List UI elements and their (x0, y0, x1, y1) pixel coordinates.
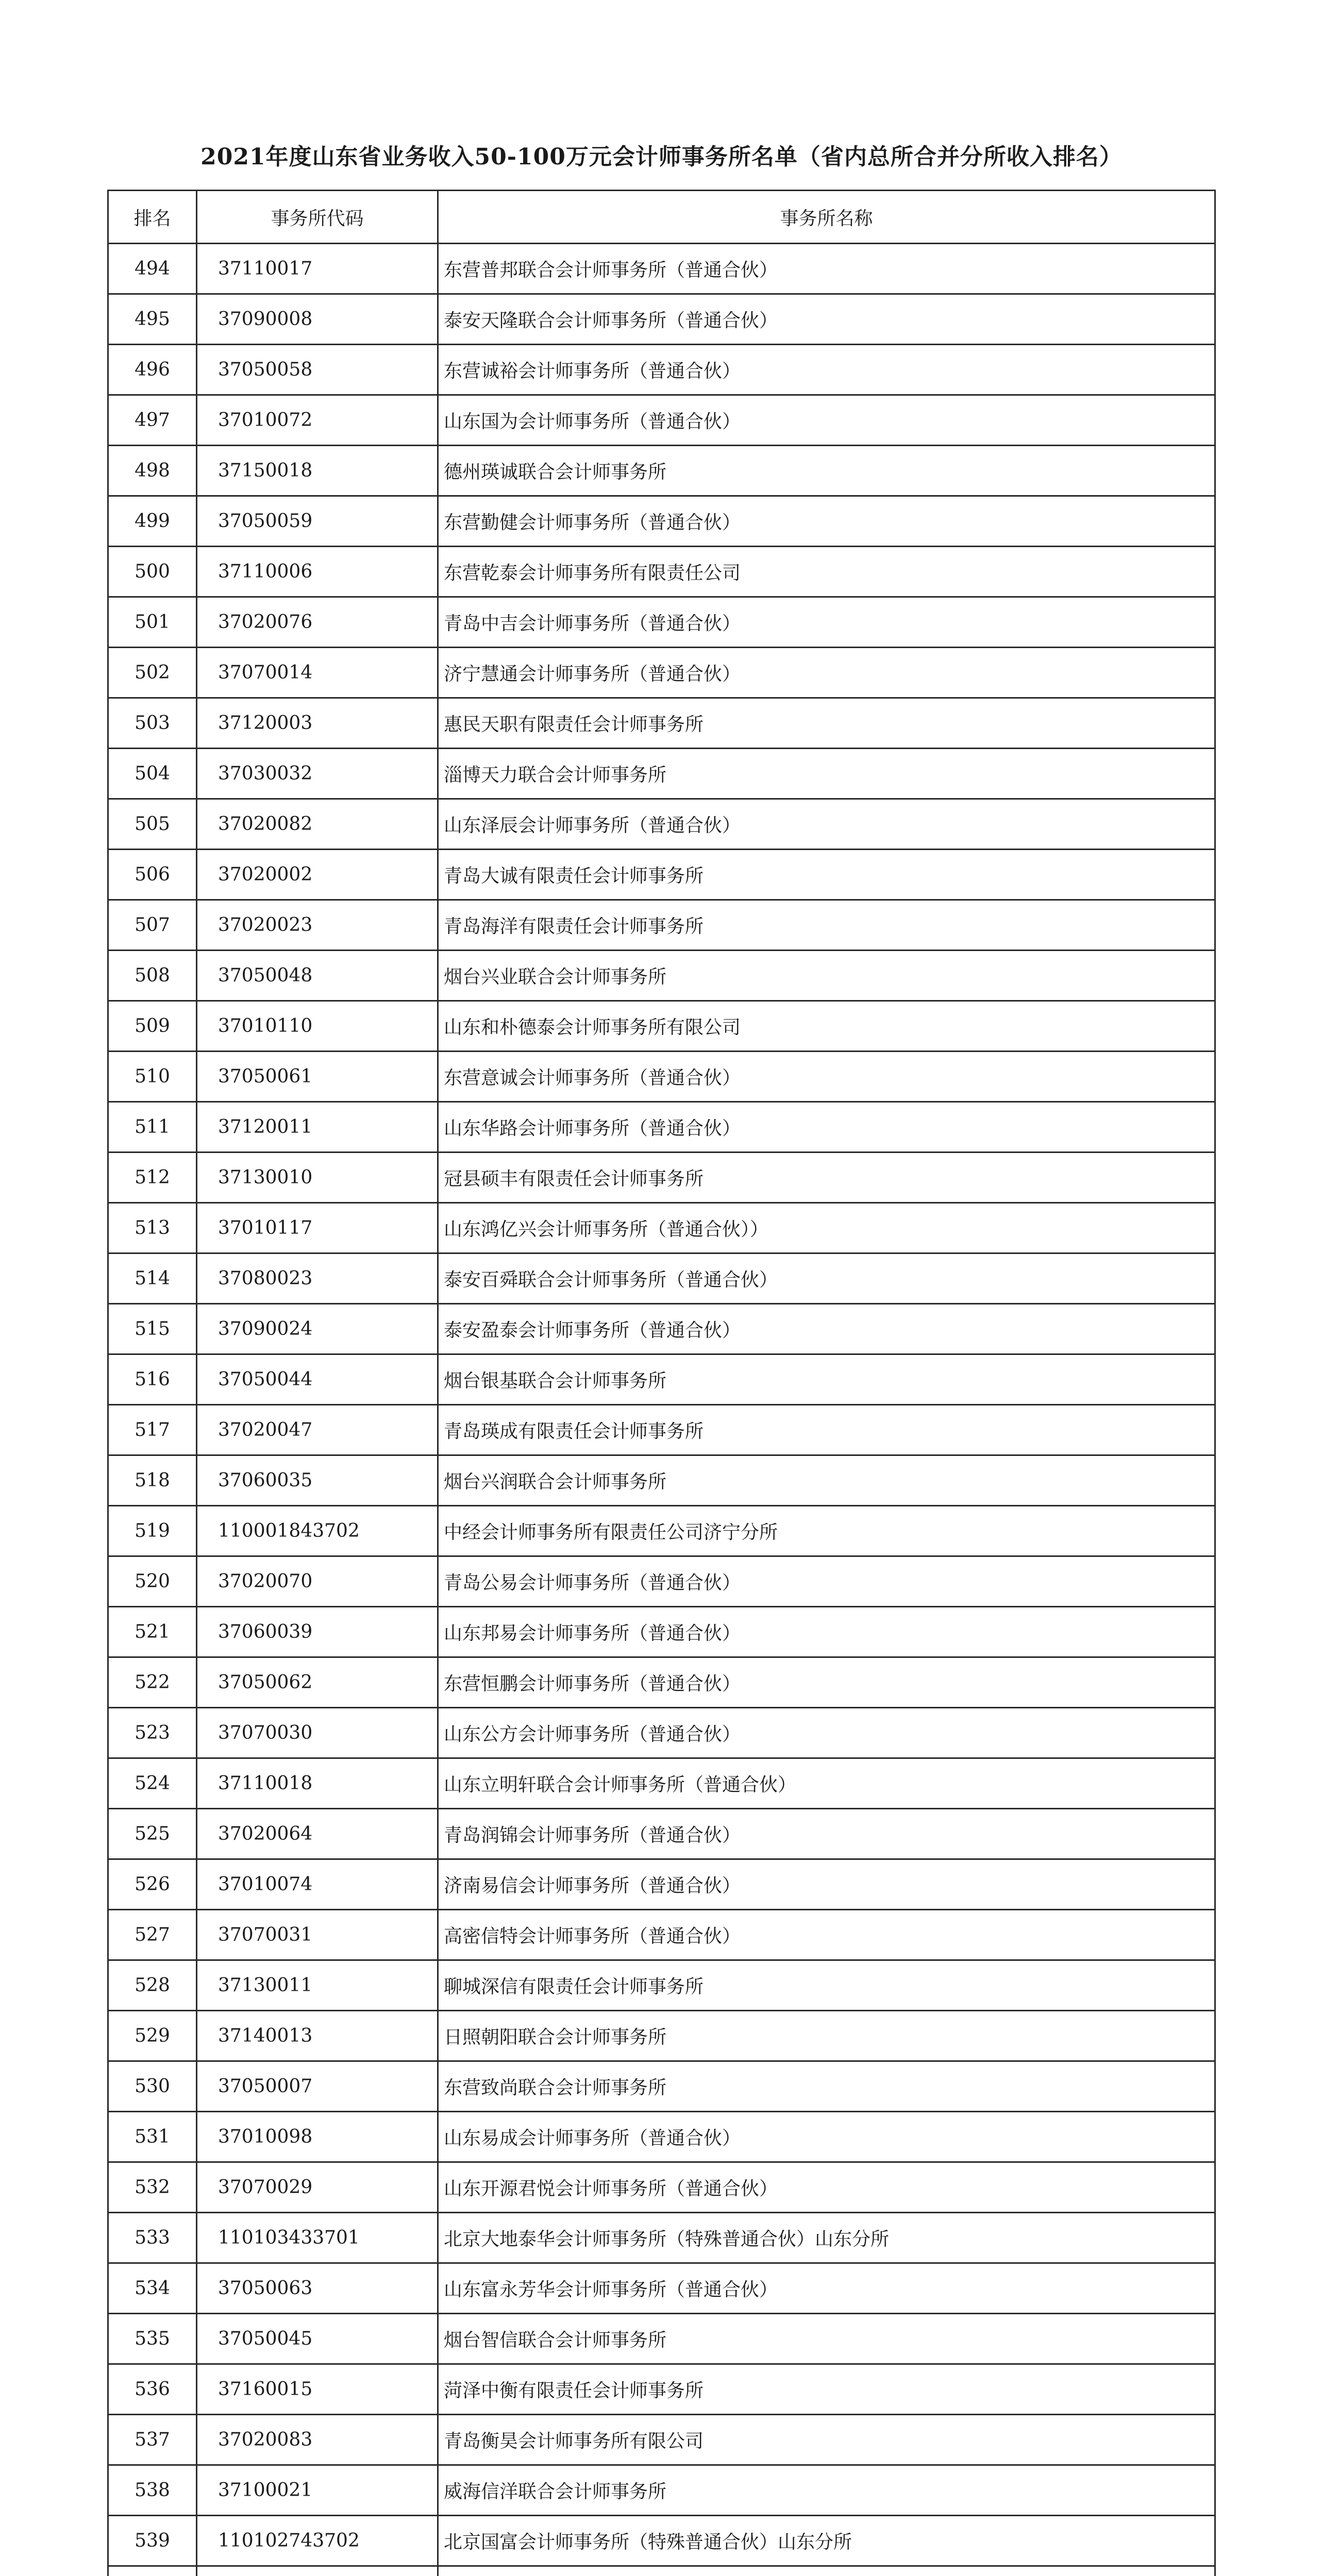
name-cell: 青岛瑛成有限责任会计师事务所 (438, 1405, 1215, 1455)
rank-cell: 524 (108, 1758, 197, 1809)
code-cell: 37070031 (197, 1910, 438, 1960)
name-cell: 烟台兴润联合会计师事务所 (438, 1455, 1215, 1506)
rank-cell: 518 (108, 1455, 197, 1506)
rank-cell: 525 (108, 1809, 197, 1859)
name-cell: 北京大地泰华会计师事务所（特殊普通合伙）山东分所 (438, 2213, 1215, 2263)
name-cell: 冠县硕丰有限责任会计师事务所 (438, 1153, 1215, 1203)
code-cell: 37160015 (197, 2364, 438, 2415)
code-cell (197, 2566, 438, 2576)
table-row (108, 2061, 1215, 2112)
header-name: 事务所名称 (438, 191, 1215, 244)
code-cell: 37020076 (197, 597, 438, 648)
name-cell: 菏泽中衡有限责任会计师事务所 (438, 2364, 1215, 2415)
rank-cell (108, 2566, 197, 2576)
code-cell: 37050063 (197, 2263, 438, 2314)
rank-cell: 512 (108, 1153, 197, 1203)
name-cell: 惠民天职有限责任会计师事务所 (438, 698, 1215, 749)
rank-cell: 538 (108, 2465, 197, 2516)
name-cell: 烟台智信联合会计师事务所 (438, 2314, 1215, 2364)
code-cell: 37020070 (197, 1556, 438, 1607)
code-cell: 37010072 (197, 395, 438, 446)
table-row (108, 1556, 1215, 1607)
rank-cell: 508 (108, 951, 197, 1001)
rank-cell: 495 (108, 294, 197, 345)
code-cell: 37150018 (197, 446, 438, 496)
rank-cell: 519 (108, 1506, 197, 1556)
name-cell: 青岛衡昊会计师事务所有限公司 (438, 2415, 1215, 2465)
code-cell: 110001843702 (197, 1506, 438, 1556)
code-cell: 37010110 (197, 1001, 438, 1052)
rank-cell: 496 (108, 345, 197, 395)
rank-cell: 534 (108, 2263, 197, 2314)
code-cell: 37120011 (197, 1102, 438, 1153)
code-cell: 37050061 (197, 1052, 438, 1102)
table-row (108, 496, 1215, 547)
rank-cell: 533 (108, 2213, 197, 2263)
name-cell: 高密信特会计师事务所（普通合伙） (438, 1910, 1215, 1960)
name-cell: 泰安盈泰会计师事务所（普通合伙） (438, 1304, 1215, 1354)
code-cell: 37070030 (197, 1708, 438, 1758)
table-row (108, 547, 1215, 597)
name-cell (438, 2566, 1215, 2576)
table-row (108, 597, 1215, 648)
rank-cell: 527 (108, 1910, 197, 1960)
name-cell: 山东邦易会计师事务所（普通合伙） (438, 1607, 1215, 1657)
name-cell: 聊城深信有限责任会计师事务所 (438, 1960, 1215, 2011)
rank-cell: 514 (108, 1253, 197, 1304)
name-cell: 中经会计师事务所有限责任公司济宁分所 (438, 1506, 1215, 1556)
code-cell: 37020082 (197, 799, 438, 850)
name-cell: 东营意诚会计师事务所（普通合伙） (438, 1052, 1215, 1102)
rank-cell: 513 (108, 1203, 197, 1253)
name-cell: 山东富永芳华会计师事务所（普通合伙） (438, 2263, 1215, 2314)
name-cell: 泰安百舜联合会计师事务所（普通合伙） (438, 1253, 1215, 1304)
code-cell: 37090008 (197, 294, 438, 345)
rank-cell: 521 (108, 1607, 197, 1657)
rank-cell: 501 (108, 597, 197, 648)
name-cell: 山东泽辰会计师事务所（普通合伙） (438, 799, 1215, 850)
table-row (108, 1758, 1215, 1809)
name-cell: 山东易成会计师事务所（普通合伙） (438, 2112, 1215, 2162)
code-cell: 37050059 (197, 496, 438, 547)
table-row (108, 2162, 1215, 2213)
code-cell: 37050044 (197, 1354, 438, 1405)
name-cell: 泰安天隆联合会计师事务所（普通合伙） (438, 294, 1215, 345)
code-cell: 37140013 (197, 2011, 438, 2061)
table-row (108, 2314, 1215, 2364)
rank-cell: 494 (108, 244, 197, 294)
name-cell: 东营诚裕会计师事务所（普通合伙） (438, 345, 1215, 395)
table-row (108, 951, 1215, 1001)
table-row (108, 1809, 1215, 1859)
name-cell: 山东和朴德泰会计师事务所有限公司 (438, 1001, 1215, 1052)
name-cell: 威海信洋联合会计师事务所 (438, 2465, 1215, 2516)
table-row (108, 1253, 1215, 1304)
code-cell: 37090024 (197, 1304, 438, 1354)
table-row (108, 1506, 1215, 1556)
rank-cell: 507 (108, 900, 197, 951)
name-cell: 淄博天力联合会计师事务所 (438, 749, 1215, 799)
table-row (108, 2263, 1215, 2314)
table-row (108, 2415, 1215, 2465)
table-row (108, 2516, 1215, 2566)
name-cell: 东营普邦联合会计师事务所（普通合伙） (438, 244, 1215, 294)
rank-cell: 515 (108, 1304, 197, 1354)
table-row (108, 1001, 1215, 1052)
rank-cell: 523 (108, 1708, 197, 1758)
code-cell: 37050007 (197, 2061, 438, 2112)
code-cell: 37010074 (197, 1859, 438, 1910)
rank-cell: 506 (108, 850, 197, 900)
table-body (108, 244, 1215, 2576)
code-cell: 37130011 (197, 1960, 438, 2011)
code-cell: 37070014 (197, 648, 438, 698)
table-row (108, 1153, 1215, 1203)
table-row (108, 395, 1215, 446)
code-cell: 37110018 (197, 1758, 438, 1809)
table-row (108, 1052, 1215, 1102)
table-row (108, 698, 1215, 749)
name-cell: 青岛大诚有限责任会计师事务所 (438, 850, 1215, 900)
name-cell: 青岛中吉会计师事务所（普通合伙） (438, 597, 1215, 648)
table-row (108, 1203, 1215, 1253)
rank-cell: 535 (108, 2314, 197, 2364)
code-cell: 37010098 (197, 2112, 438, 2162)
rank-cell: 539 (108, 2516, 197, 2566)
table-row (108, 244, 1215, 294)
table-row (108, 1405, 1215, 1455)
code-cell: 37060035 (197, 1455, 438, 1506)
name-cell: 山东国为会计师事务所（普通合伙） (438, 395, 1215, 446)
name-cell: 山东立明轩联合会计师事务所（普通合伙） (438, 1758, 1215, 1809)
name-cell: 东营乾泰会计师事务所有限责任公司 (438, 547, 1215, 597)
code-cell: 37020002 (197, 850, 438, 900)
name-cell: 济宁慧通会计师事务所（普通合伙） (438, 648, 1215, 698)
code-cell: 37020083 (197, 2415, 438, 2465)
rank-cell: 530 (108, 2061, 197, 2112)
table-row (108, 1910, 1215, 1960)
rank-cell: 510 (108, 1052, 197, 1102)
table-row (108, 2213, 1215, 2263)
rank-cell: 499 (108, 496, 197, 547)
rank-cell: 509 (108, 1001, 197, 1052)
name-cell: 青岛海洋有限责任会计师事务所 (438, 900, 1215, 951)
code-cell: 37050058 (197, 345, 438, 395)
name-cell: 济南易信会计师事务所（普通合伙） (438, 1859, 1215, 1910)
rank-cell: 520 (108, 1556, 197, 1607)
table-row (108, 1304, 1215, 1354)
name-cell: 山东开源君悦会计师事务所（普通合伙） (438, 2162, 1215, 2213)
rank-cell: 522 (108, 1657, 197, 1708)
name-cell: 烟台兴业联合会计师事务所 (438, 951, 1215, 1001)
table-row (108, 1455, 1215, 1506)
table-row (108, 1657, 1215, 1708)
table-row (108, 749, 1215, 799)
rank-cell: 537 (108, 2415, 197, 2465)
name-cell: 德州瑛诚联合会计师事务所 (438, 446, 1215, 496)
table-row (108, 1354, 1215, 1405)
rank-cell: 516 (108, 1354, 197, 1405)
table-header-row (108, 191, 1215, 244)
code-cell: 37110017 (197, 244, 438, 294)
code-cell: 37020047 (197, 1405, 438, 1455)
code-cell: 37060039 (197, 1607, 438, 1657)
rank-cell: 504 (108, 749, 197, 799)
page-title: 2021年度山东省业务收入50-100万元会计师事务所名单（省内总所合并分所收入排名） (200, 144, 1123, 170)
firm-ranking-table (107, 190, 1216, 2576)
rank-cell: 529 (108, 2011, 197, 2061)
table-row (108, 2011, 1215, 2061)
table-row (108, 1960, 1215, 2011)
code-cell: 37100021 (197, 2465, 438, 2516)
rank-cell: 528 (108, 1960, 197, 2011)
name-cell: 东营恒鹏会计师事务所（普通合伙） (438, 1657, 1215, 1708)
rank-cell: 497 (108, 395, 197, 446)
table-row (108, 900, 1215, 951)
table-row (108, 850, 1215, 900)
rank-cell: 536 (108, 2364, 197, 2415)
name-cell: 山东公方会计师事务所（普通合伙） (438, 1708, 1215, 1758)
rank-cell: 500 (108, 547, 197, 597)
table-row (108, 2465, 1215, 2516)
table-row (108, 2566, 1215, 2576)
table-row (108, 446, 1215, 496)
rank-cell: 532 (108, 2162, 197, 2213)
code-cell: 37010117 (197, 1203, 438, 1253)
code-cell: 37050045 (197, 2314, 438, 2364)
table-row (108, 1607, 1215, 1657)
table-row (108, 2364, 1215, 2415)
code-cell: 37070029 (197, 2162, 438, 2213)
name-cell: 青岛润锦会计师事务所（普通合伙） (438, 1809, 1215, 1859)
table-row (108, 345, 1215, 395)
rank-cell: 505 (108, 799, 197, 850)
name-cell: 东营致尚联合会计师事务所 (438, 2061, 1215, 2112)
code-cell: 37020023 (197, 900, 438, 951)
header-code: 事务所代码 (197, 191, 438, 244)
code-cell: 37120003 (197, 698, 438, 749)
rank-cell: 511 (108, 1102, 197, 1153)
table-row (108, 294, 1215, 345)
table-row (108, 648, 1215, 698)
table-row (108, 2112, 1215, 2162)
name-cell: 山东鸿亿兴会计师事务所（普通合伙）） (438, 1203, 1215, 1253)
rank-cell: 498 (108, 446, 197, 496)
code-cell: 37110006 (197, 547, 438, 597)
table-row (108, 1708, 1215, 1758)
rank-cell: 502 (108, 648, 197, 698)
code-cell: 37050048 (197, 951, 438, 1001)
code-cell: 37030032 (197, 749, 438, 799)
table-row (108, 1859, 1215, 1910)
code-cell: 110103433701 (197, 2213, 438, 2263)
code-cell: 37080023 (197, 1253, 438, 1304)
name-cell: 北京国富会计师事务所（特殊普通合伙）山东分所 (438, 2516, 1215, 2566)
code-cell: 37020064 (197, 1809, 438, 1859)
code-cell: 37050062 (197, 1657, 438, 1708)
name-cell: 日照朝阳联合会计师事务所 (438, 2011, 1215, 2061)
rank-cell: 503 (108, 698, 197, 749)
rank-cell: 526 (108, 1859, 197, 1910)
name-cell: 青岛公易会计师事务所（普通合伙） (438, 1556, 1215, 1607)
name-cell: 烟台银基联合会计师事务所 (438, 1354, 1215, 1405)
code-cell: 110102743702 (197, 2516, 438, 2566)
rank-cell: 517 (108, 1405, 197, 1455)
table-row (108, 799, 1215, 850)
table-row (108, 1102, 1215, 1153)
rank-cell: 531 (108, 2112, 197, 2162)
name-cell: 东营勤健会计师事务所（普通合伙） (438, 496, 1215, 547)
code-cell: 37130010 (197, 1153, 438, 1203)
name-cell: 山东华路会计师事务所（普通合伙） (438, 1102, 1215, 1153)
header-rank: 排名 (108, 191, 197, 244)
